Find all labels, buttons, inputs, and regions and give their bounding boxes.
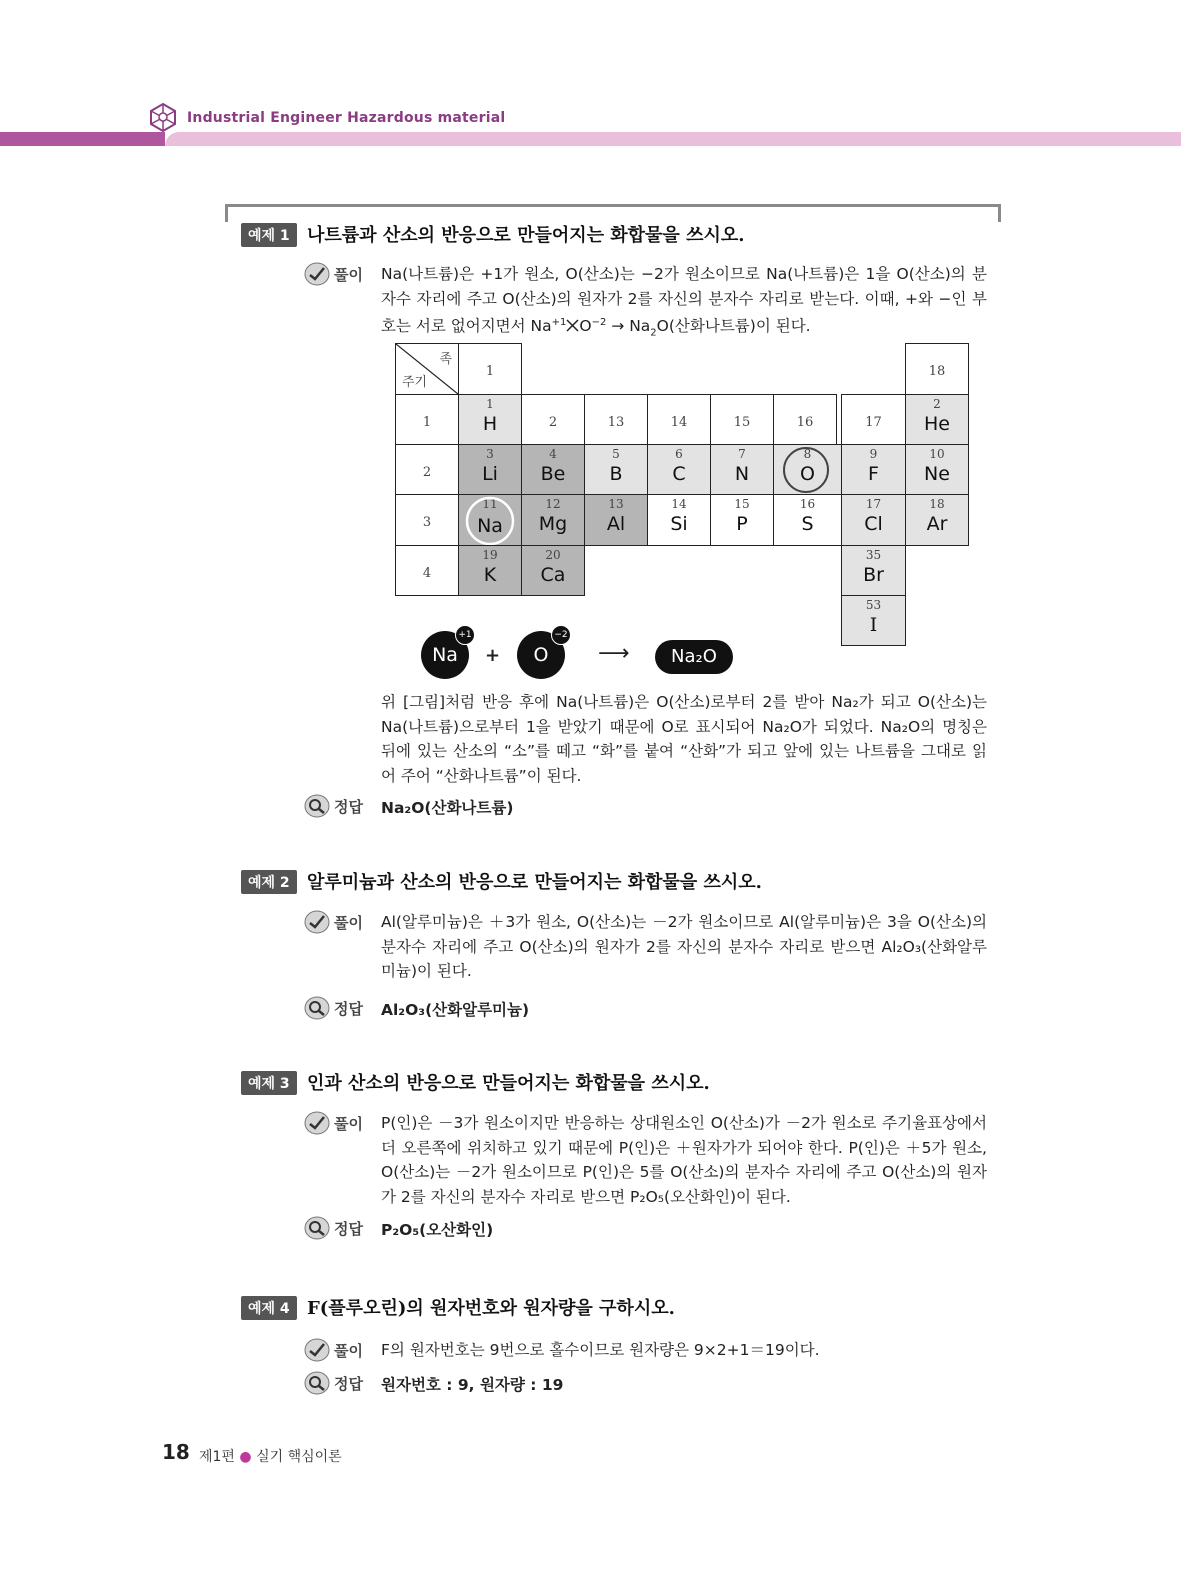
magnifier-check-icon xyxy=(304,1216,330,1240)
answer-label-text: 정답 xyxy=(334,1375,363,1393)
header-title: Industrial Engineer Hazardous material xyxy=(187,110,506,126)
hexagon-molecule-icon xyxy=(148,102,178,132)
example-1-question: 나트륨과 산소의 반응으로 만들어지는 화합물을 쓰시오. xyxy=(307,225,745,246)
example-2-solution: Al(알루미늄)은 ＋3가 원소, O(산소)는 －2가 원소이므로 Al(알루미늄)은 3을 O(산소)의 분자수 자리에 주고 O(산소)의 원자가 2를 자신의 분자수 자리로 받으면 Al₂O₃(산화알루미늄)이 된다. xyxy=(381,913,987,980)
na-charge-badge: +1 xyxy=(455,625,475,645)
element-Na: 11 Na xyxy=(458,494,522,546)
o-symbol-inline: O xyxy=(579,317,592,336)
o-ion-label: O xyxy=(533,644,549,666)
footer-section xyxy=(199,1446,342,1466)
element-Mg: 12 Mg xyxy=(521,494,585,546)
group-header-13: 13 xyxy=(584,394,648,445)
element-Li: 3 Li xyxy=(458,444,522,495)
element-Cl: 17 Cl xyxy=(841,494,906,546)
group-header-1: 1 xyxy=(458,343,522,395)
na-charge-sup: +1 xyxy=(551,317,567,328)
element-B: 5 B xyxy=(584,444,648,495)
magnifier-check-icon xyxy=(304,794,330,818)
group-header-17: 17 xyxy=(841,394,906,445)
highlight-circle-O xyxy=(782,446,830,494)
solution-label-text: 풀이 xyxy=(334,266,363,284)
pencil-check-icon xyxy=(304,1111,330,1135)
example-4-solution: F의 원자번호는 9번으로 홀수이므로 원자량은 9×2+1＝19이다. xyxy=(381,1341,820,1359)
footer-part: 제1편 xyxy=(199,1449,235,1465)
element-H: 1 H xyxy=(458,394,522,445)
example-4-badge: 예제 4 xyxy=(241,1296,297,1320)
element-P: 15 P xyxy=(710,494,774,546)
group-header-14: 14 xyxy=(647,394,711,445)
magnifier-check-icon xyxy=(304,996,330,1020)
periodic-table-figure xyxy=(395,343,985,683)
element-Ca: 20 Ca xyxy=(521,545,585,596)
magnifier-check-icon xyxy=(304,1371,330,1395)
element-N: 7 N xyxy=(710,444,774,495)
element-Ne: 10 Ne xyxy=(905,444,969,495)
element-Br: 35 Br xyxy=(841,545,906,596)
cross-icon xyxy=(566,314,579,339)
example-2-question: 알루미늄과 산소의 반응으로 만들어지는 화합물을 쓰시오. xyxy=(307,872,762,893)
example-4-answer: 원자번호 : 9, 원자량 : 19 xyxy=(381,1376,564,1394)
example-3-answer: P₂O₅(오산화인) xyxy=(381,1221,494,1239)
element-Ar: 18 Ar xyxy=(905,494,969,546)
element-Si: 14 Si xyxy=(647,494,711,546)
example-3-solution: P(인)은 －3가 원소이지만 반응하는 상대원소인 O(산소)가 －2가 원소로 주기율표상에서 더 오른쪽에 위치하고 있기 때문에 P(인)은 ＋원자가가 되어야 한다. P(인)은 ＋5가 원소, O(산소)는 －2가 원소이므로 P(인)은 5를 O(산소)의 분자수 자리에 주고 O(산소)의 원자가 2를 자신의 분자수 자리로 받으면 P₂O₅(오산화인)이 된다. xyxy=(381,1114,987,1206)
example-3-question: 인과 산소의 반응으로 만들어지는 화합물을 쓰시오. xyxy=(307,1073,710,1094)
group-header-2: 2 xyxy=(521,394,585,445)
answer-label-text: 정답 xyxy=(334,1000,363,1018)
example-1-solution-tail: O(산화나트륨)이 된다. xyxy=(656,317,811,336)
answer-label-text: 정답 xyxy=(334,798,363,816)
na-ion-label: Na xyxy=(432,644,458,666)
example-1-solution xyxy=(381,262,987,346)
plus-sign: + xyxy=(485,645,501,666)
solution-label-text: 풀이 xyxy=(334,1115,363,1133)
element-Be: 4 Be xyxy=(521,444,585,495)
footer-bullet: ● xyxy=(239,1449,252,1465)
example-1-figure-caption: 위 [그림]처럼 반응 후에 Na(나트륨)은 O(산소)로부터 2를 받아 Na₂가 되고 O(산소)는 Na(나트륨)으로부터 1을 받았기 때문에 O로 표시되어 Na₂O가 되었다. Na₂O의 명칭은 뒤에 있는 산소의 “소”를 떼고 “화”를 붙여 “산화”가 되고 앞에 있는 나트륨을 그대로 읽어 주어 “산화나트륨”이 된다. xyxy=(381,693,987,785)
element-I: 53 I xyxy=(841,595,906,646)
answer-label-text: 정답 xyxy=(334,1220,363,1238)
example-1-solution-part1: Na(나트륨)은 +1가 원소, O(산소)는 −2가 원소이므로 Na(나트륨)은 1을 O(산소)의 분자수 자리에 주고 O(산소)의 원자가 2를 자신의 분자수 자리로 받는다. 이때, +와 −인 부호는 서로 없어지면서 Na xyxy=(381,265,987,336)
group-header-18: 18 xyxy=(905,343,969,395)
example-1-badge: 예제 1 xyxy=(241,223,297,247)
highlight-circle-Na xyxy=(465,496,515,546)
corner-group-label: 족 xyxy=(439,352,452,367)
page-number: 18 xyxy=(162,1440,190,1464)
pencil-check-icon xyxy=(304,910,330,934)
example-1-answer: Na₂O(산화나트륨) xyxy=(381,799,514,817)
period-label-4: 4 xyxy=(395,545,459,596)
element-Al: 13 Al xyxy=(584,494,648,546)
group-header-16: 16 xyxy=(773,394,837,445)
example-2-badge: 예제 2 xyxy=(241,870,297,894)
element-F: 9 F xyxy=(841,444,906,495)
element-C: 6 C xyxy=(647,444,711,495)
group-header-15: 15 xyxy=(710,394,774,445)
arrow-text: → Na xyxy=(611,317,651,336)
corner-period-label: 주기 xyxy=(402,375,428,390)
example-2-answer: Al₂O₃(산화알루미늄) xyxy=(381,1001,530,1019)
header-bar-dark xyxy=(0,132,165,146)
o-ion-circle xyxy=(517,630,568,679)
element-K: 19 K xyxy=(458,545,522,596)
example-3-badge: 예제 3 xyxy=(241,1071,297,1095)
pencil-check-icon xyxy=(304,262,330,286)
o-charge-badge: −2 xyxy=(551,625,571,645)
o-charge-sup: −2 xyxy=(591,317,607,328)
pencil-check-icon xyxy=(304,1338,330,1362)
element-S: 16 S xyxy=(773,494,842,546)
solution-label-text: 풀이 xyxy=(334,914,363,932)
footer-section-title: 실기 핵심이론 xyxy=(256,1449,342,1465)
table-corner xyxy=(395,343,459,395)
header-bar-light xyxy=(165,132,1181,146)
running-header xyxy=(0,96,1181,150)
solution-label-text: 풀이 xyxy=(334,1342,363,1360)
reaction-arrow: ⟶ xyxy=(598,641,630,666)
na-ion-circle xyxy=(421,630,472,679)
element-He: 2 He xyxy=(905,394,969,445)
element-O: 8 O xyxy=(773,444,842,495)
examples-frame xyxy=(225,204,1001,222)
period-label-2: 2 xyxy=(395,444,459,495)
period-label-3: 3 xyxy=(395,494,459,546)
period-label-1: 1 xyxy=(395,394,459,445)
example-4-question: F(플루오린)의 원자번호와 원자량을 구하시오. xyxy=(307,1298,675,1319)
product-pill: Na₂O xyxy=(655,640,733,674)
na2-sub: 2 xyxy=(650,327,657,339)
